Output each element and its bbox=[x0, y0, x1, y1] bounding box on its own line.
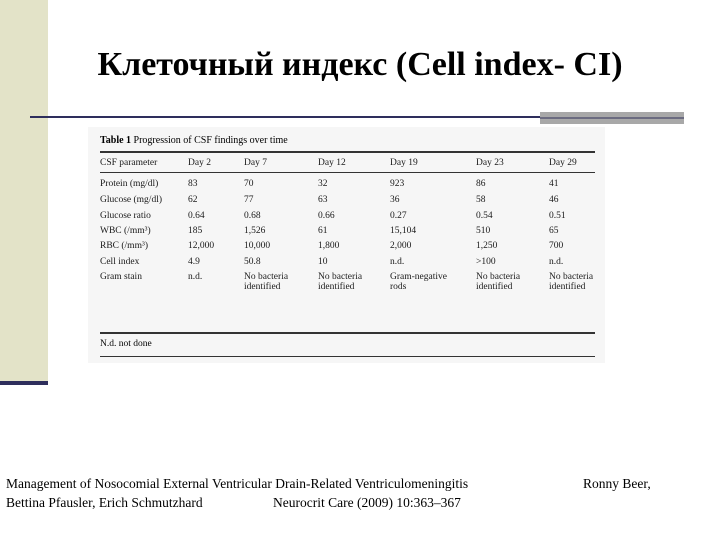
table-footnote: N.d. not done bbox=[100, 339, 152, 349]
left-bar-edge bbox=[0, 381, 48, 385]
table-cell: 58 bbox=[476, 195, 486, 205]
table-header-cell: Day 7 bbox=[244, 158, 267, 168]
table-cell: 36 bbox=[390, 195, 400, 205]
table-cell: 83 bbox=[188, 179, 198, 189]
title-divider bbox=[30, 116, 542, 118]
table-header-cell: Day 29 bbox=[549, 158, 577, 168]
table-cell: 15,104 bbox=[390, 226, 417, 236]
title-divider-accent-line bbox=[540, 117, 684, 119]
table-row-label: Glucose (mg/dl) bbox=[100, 195, 163, 205]
table-cell: 0.66 bbox=[318, 211, 335, 221]
table-cell: >100 bbox=[476, 257, 496, 267]
citation-authors: Bettina Pfausler, Erich Schmutzhard bbox=[6, 495, 203, 510]
table-cell: 62 bbox=[188, 195, 198, 205]
table-cell: 700 bbox=[549, 241, 564, 251]
table-caption bbox=[100, 135, 288, 146]
table-cell: No bacteria identified bbox=[476, 272, 521, 292]
table-header-cell: CSF parameter bbox=[100, 158, 158, 168]
table-header-cell: Day 12 bbox=[318, 158, 346, 168]
table-cell: 0.27 bbox=[390, 211, 407, 221]
table-header-rule bbox=[100, 172, 595, 173]
table-row-label: Protein (mg/dl) bbox=[100, 179, 159, 189]
table-bottom-rule bbox=[100, 332, 595, 334]
table-cell: n.d. bbox=[549, 257, 564, 267]
table-end-rule bbox=[100, 356, 595, 357]
table-row-label: RBC (/mm³) bbox=[100, 241, 148, 251]
table-cell: 185 bbox=[188, 226, 203, 236]
table-header-cell: Day 2 bbox=[188, 158, 211, 168]
table-cell: 86 bbox=[476, 179, 486, 189]
table-header-cell: Day 19 bbox=[390, 158, 418, 168]
table-cell: 0.68 bbox=[244, 211, 261, 221]
table-cell: No bacteria identified bbox=[318, 272, 363, 292]
table-header-cell: Day 23 bbox=[476, 158, 504, 168]
table-cell: Gram-negative rods bbox=[390, 272, 447, 292]
table-cell: 10,000 bbox=[244, 241, 271, 251]
table-cell: n.d. bbox=[188, 272, 203, 282]
table-caption-text: Progression of CSF findings over time bbox=[133, 135, 288, 146]
table-cell: 70 bbox=[244, 179, 254, 189]
table-row-label: Cell index bbox=[100, 257, 140, 267]
table-cell: 923 bbox=[390, 179, 405, 189]
table-cell: No bacteria identified bbox=[244, 272, 289, 292]
table-row-label: WBC (/mm³) bbox=[100, 226, 151, 236]
table-cell: 50.8 bbox=[244, 257, 261, 267]
table-row-label: Glucose ratio bbox=[100, 211, 151, 221]
table-cell: 0.51 bbox=[549, 211, 566, 221]
table-top-rule bbox=[100, 151, 595, 153]
table-cell: 12,000 bbox=[188, 241, 215, 251]
table-cell: 2,000 bbox=[390, 241, 412, 251]
table-caption-label: Table 1 bbox=[100, 135, 132, 146]
slide-title: Клеточный индекс (Cell index- CI) bbox=[97, 46, 623, 83]
table-cell: 4.9 bbox=[188, 257, 200, 267]
table-row-label: Gram stain bbox=[100, 272, 142, 282]
table-cell: 77 bbox=[244, 195, 254, 205]
csf-table-figure bbox=[88, 127, 605, 363]
table-cell: 61 bbox=[318, 226, 328, 236]
table-cell: 63 bbox=[318, 195, 328, 205]
citation-title: Management of Nosocomial External Ventricular Drain-Related Ventriculomeningitis bbox=[6, 476, 469, 491]
citation-author-1: Ronny Beer, bbox=[583, 476, 651, 491]
table-cell: 1,250 bbox=[476, 241, 498, 251]
table-cell: 41 bbox=[549, 179, 559, 189]
table-cell: n.d. bbox=[390, 257, 405, 267]
citation-journal: Neurocrit Care (2009) 10:363–367 bbox=[273, 495, 461, 510]
table-cell: 0.64 bbox=[188, 211, 205, 221]
table-cell: 510 bbox=[476, 226, 491, 236]
table-cell: 65 bbox=[549, 226, 559, 236]
table-cell: 32 bbox=[318, 179, 328, 189]
table-cell: 10 bbox=[318, 257, 328, 267]
table-cell: 46 bbox=[549, 195, 559, 205]
table-cell: 0.54 bbox=[476, 211, 493, 221]
table-cell: 1,526 bbox=[244, 226, 266, 236]
table-cell: 1,800 bbox=[318, 241, 340, 251]
citation bbox=[6, 474, 706, 512]
table-cell: No bacteria identified bbox=[549, 272, 594, 292]
